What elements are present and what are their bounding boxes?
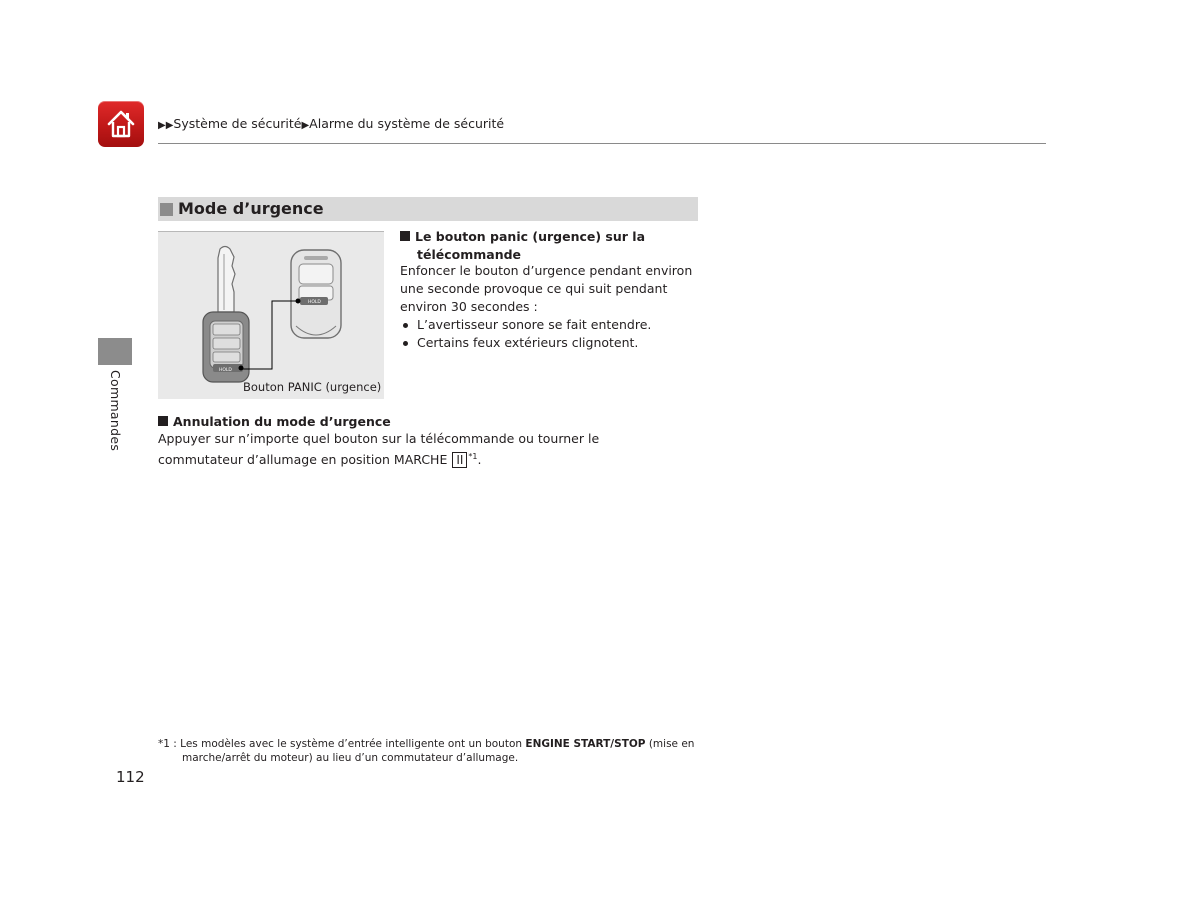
home-icon bbox=[105, 108, 137, 140]
list-item: Certains feux extérieurs clignotent. bbox=[400, 334, 710, 352]
section-marker-icon bbox=[160, 203, 173, 216]
footnote-bold-term: ENGINE START/STOP bbox=[525, 738, 646, 750]
breadcrumb-arrows: ▶▶ bbox=[158, 120, 174, 131]
footnote-text: Les modèles avec le système d’entrée intelligente ont un bouton bbox=[180, 738, 523, 750]
page-number: 112 bbox=[116, 768, 145, 786]
key-hold-label: HOLD bbox=[219, 368, 232, 373]
panic-description: Enfoncer le bouton d’urgence pendant environ une seconde provoque ce qui suit pendant environ 30 secondes : bbox=[400, 263, 693, 314]
panic-heading-line1: Le bouton panic (urgence) sur la bbox=[415, 229, 645, 244]
remote-hold-label: HOLD bbox=[308, 300, 321, 305]
chapter-tab-label: Commandes bbox=[108, 370, 123, 452]
figure-caption: Bouton PANIC (urgence) bbox=[243, 380, 382, 394]
cancel-body-text: Appuyer sur n’importe quel bouton sur la télécommande ou tourner le commutateur d’allumage en position MARCHE bbox=[158, 431, 600, 467]
cancel-heading bbox=[158, 413, 391, 431]
breadcrumb-link-security-system[interactable]: Système de sécurité bbox=[173, 116, 302, 131]
remote-illustration bbox=[158, 231, 384, 399]
section-header bbox=[158, 197, 698, 221]
cancel-heading-text: Annulation du mode d’urgence bbox=[173, 414, 391, 429]
home-button[interactable] bbox=[98, 101, 144, 147]
ignition-position-symbol: II bbox=[452, 452, 467, 468]
header-divider bbox=[158, 143, 1046, 144]
heading-bullet-icon bbox=[400, 231, 410, 241]
list-item: L’avertisseur sonore se fait entendre. bbox=[400, 316, 710, 334]
cancel-description bbox=[158, 430, 678, 469]
footnote-line2: marche/arrêt du moteur) au lieu d’un commutateur d’allumage. bbox=[182, 752, 519, 764]
footnote-reference[interactable]: *1 bbox=[468, 452, 478, 461]
chapter-tab[interactable] bbox=[98, 338, 132, 365]
cancel-body-end: . bbox=[477, 452, 482, 467]
breadcrumb-link-alarm[interactable]: Alarme du système de sécurité bbox=[309, 116, 505, 131]
footnote bbox=[158, 737, 698, 765]
heading-bullet-icon bbox=[158, 416, 168, 426]
breadcrumb bbox=[158, 116, 504, 131]
section-title: Mode d’urgence bbox=[178, 199, 324, 218]
key-fob-drawing bbox=[158, 232, 384, 399]
footnote-marker: *1 : bbox=[158, 738, 177, 750]
panic-effects-list bbox=[400, 316, 710, 352]
panic-heading bbox=[400, 228, 700, 264]
breadcrumb-separator: ▶ bbox=[301, 120, 310, 131]
panic-heading-line2: télécommande bbox=[417, 247, 522, 262]
footnote-text-after: (mise en bbox=[648, 738, 695, 750]
